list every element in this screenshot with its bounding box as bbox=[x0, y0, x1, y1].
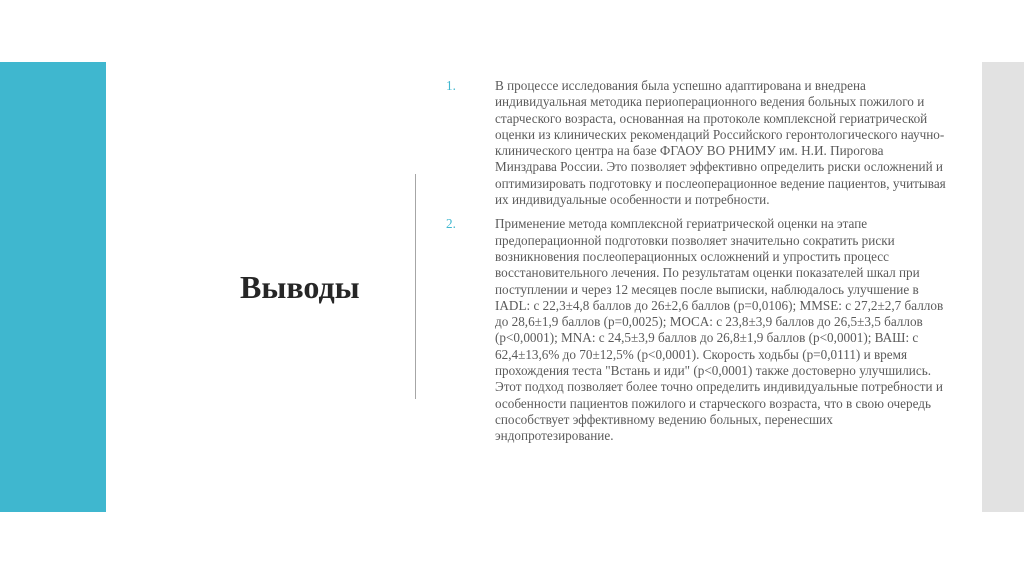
conclusions-list bbox=[446, 78, 946, 453]
list-item-text: В процессе исследования была успешно адаптирована и внедрена индивидуальная методика периоперационного ведения больных пожилого и старческого возраста, основанная на протоколе комплексной гериатрической оценки из клинических рекомендаций Российского геронтологического научно-клинического центра на базе ФГАОУ ВО РНИМУ им. Н.И. Пирогова Минздрава России. Это позволяет эффективно определить риски осложнений и оптимизировать подготовку и послеоперационное ведение пациентов, учитывая их индивидуальные особенности и потребности. bbox=[495, 78, 946, 208]
slide bbox=[0, 62, 1024, 512]
accent-bar bbox=[0, 62, 106, 512]
list-item-number: 1. bbox=[446, 78, 456, 93]
list-item-number: 2. bbox=[446, 216, 456, 232]
slide-title: Выводы bbox=[240, 269, 360, 305]
vertical-divider bbox=[415, 174, 416, 399]
list-item bbox=[446, 78, 946, 208]
right-side-bar bbox=[982, 62, 1024, 512]
list-item bbox=[446, 216, 946, 444]
list-item-text: Применение метода комплексной гериатрической оценки на этапе предоперационной подготовки позволяет значительно сократить риски возникновения послеоперационных осложнений и упростить процесс восстановительного лечения. По результатам оценки показателей шкал при поступлении и через 12 месяцев после выписки, наблюдалось улучшение в IADL: с 22,3±4,8 баллов до 26±2,6 баллов (p=0,0106); MMSE: с 27,2±2,7 баллов до 28,6±1,9 баллов (p=0,0025); MOCA: с 23,8±3,9 баллов до 26,5±3,5 баллов (p<0,0001); MNA: с 24,5±3,9 баллов до 26,8±1,9 баллов (p<0,0001); ВАШ: с 62,4±13,6% до 70±12,5% (p<0,0001). Скорость ходьбы (p=0,0111) и время прохождения теста "Встань и иди" (p<0,0001) также достоверно улучшились. Этот подход позволяет более точно определить индивидуальные потребности и особенности пациентов пожилого и старческого возраста, что в свою очередь способствует эффективному ведению больных, перенесших эндопротезирование. bbox=[495, 216, 944, 444]
